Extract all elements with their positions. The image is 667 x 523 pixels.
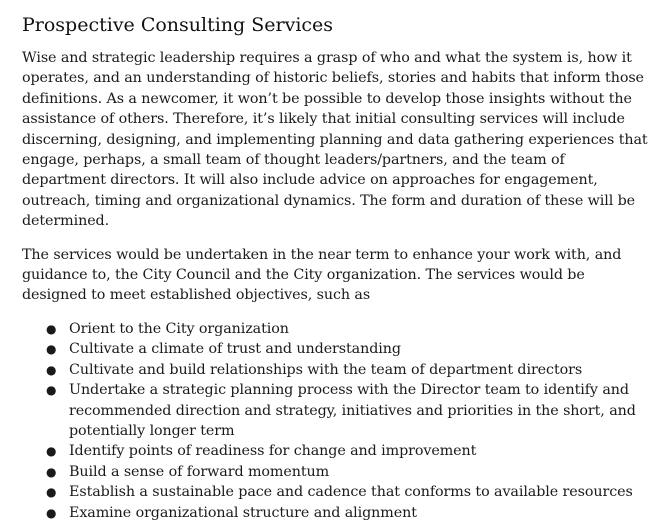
list-item — [22, 482, 652, 502]
list-item-text: Undertake a strategic planning process with the Director team to identify and recommended direction and strategy, initiatives and priorities in the short, and potentially longer term — [69, 382, 636, 439]
bullet-icon: ● — [46, 505, 57, 520]
list-item — [22, 380, 652, 441]
list-item — [22, 360, 652, 380]
bullet-icon: ● — [46, 383, 57, 398]
page-title: Prospective Consulting Services — [22, 14, 334, 36]
list-item — [22, 462, 652, 482]
bullet-icon: ● — [46, 485, 57, 500]
list-item-text: Orient to the City organization — [69, 320, 289, 337]
bullet-icon: ● — [46, 321, 57, 336]
bullet-icon: ● — [46, 444, 57, 459]
list-item-text: Cultivate a climate of trust and understanding — [69, 341, 401, 358]
services-paragraph: The services would be undertaken in the near term to enhance your work with, and guidance to, the City Council and the City organization. The services would be designed to meet established objectives, such as — [22, 246, 622, 304]
document-page — [22, 12, 652, 523]
intro-paragraph: Wise and strategic leadership requires a grasp of who and what the system is, how it operates, and an understanding of historic beliefs, stories and habits that inform those definitions. As a newcomer, it won’t be possible to develop those insights without the assistance of others. Therefore, it’s likely that initial consulting services will include discerning, designing, and implementing planning and data gathering experiences that engage, perhaps, a small team of thought leaders/partners, and the team of department directors. It will also include advice on approaches for engagement, outreach, timing and organizational dynamics. The form and duration of these will be determined. — [22, 50, 648, 230]
list-item — [22, 503, 652, 523]
list-item-text: Examine organizational structure and alignment — [69, 504, 417, 521]
objectives-list — [22, 319, 652, 523]
list-item-text: Establish a sustainable pace and cadence that conforms to available resources — [69, 484, 633, 501]
bullet-icon: ● — [46, 464, 57, 479]
list-item-text: Build a sense of forward momentum — [69, 463, 330, 480]
list-item-text: Identify points of readiness for change and improvement — [69, 443, 477, 460]
list-item — [22, 441, 652, 461]
list-item — [22, 319, 652, 339]
list-item — [22, 339, 652, 359]
bullet-icon: ● — [46, 362, 57, 377]
list-item-text: Cultivate and build relationships with the team of department directors — [69, 361, 583, 378]
bullet-icon: ● — [46, 342, 57, 357]
